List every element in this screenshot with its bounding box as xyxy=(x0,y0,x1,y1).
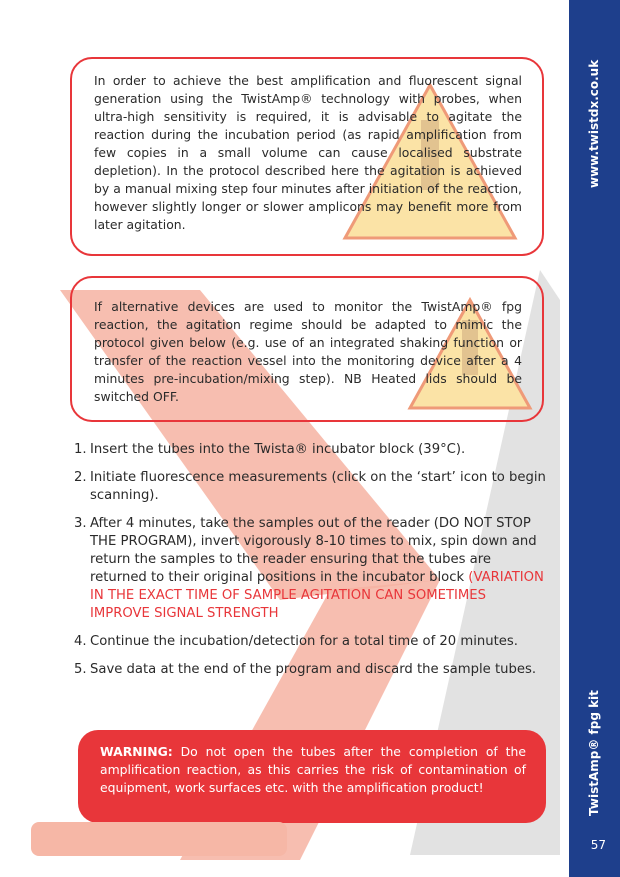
step-number: 2. xyxy=(74,470,87,485)
step-number: 5. xyxy=(74,662,87,677)
step-text: Continue the incubation/detection for a total time of 20 minutes. xyxy=(90,634,518,649)
step-highlight: (VARIATION IN THE EXACT TIME OF SAMPLE AGITATION CAN SOMETIMES IMPROVE SIGNAL STRENGTH xyxy=(90,570,544,621)
page-number: 57 xyxy=(590,838,606,852)
step-text: Initiate fluorescence measurements (click on the ‘start’ icon to begin scanning). xyxy=(90,470,546,503)
step-number: 3. xyxy=(74,516,87,531)
decorative-bar xyxy=(31,822,287,856)
step-item xyxy=(74,661,546,679)
step-number: 4. xyxy=(74,634,87,649)
step-text: Insert the tubes into the Twista® incubator block (39°C). xyxy=(90,442,466,457)
step-text: After 4 minutes, take the samples out of the reader (DO NOT STOP THE PROGRAM), invert vigorously 8-10 times to mix, spin down and return the samples to the reader ensuring that the tubes are returned to their original positions in the incubator block xyxy=(90,516,537,585)
warning-text: Do not open the tubes after the completion of the amplification reaction, as this carries the risk of contamination of equipment, work surfaces etc. with the amplification product! xyxy=(100,744,526,795)
step-item xyxy=(74,441,546,459)
website-link[interactable]: www.twistdx.co.uk xyxy=(587,59,601,188)
step-item xyxy=(74,633,546,651)
kit-label: TwistAmp® fpg kit xyxy=(587,690,601,816)
step-item xyxy=(74,469,546,505)
agitation-note-text: In order to achieve the best amplification and fluorescent signal generation using the TwistAmp® technology with probes, when ultra-high sensitivity is required, it is advisable to agitate the reaction during the incubation period (as rapid amplification from few copies in a small volume can cause localised substrate depletion). In the protocol described here the agitation is achieved by a manual mixing step four minutes after initiation of the reaction, however slightly longer or slower amplicons may benefit more from later agitation. xyxy=(94,73,522,232)
warning-box xyxy=(78,730,546,823)
step-item xyxy=(74,515,546,623)
devices-note-text: If alternative devices are used to monitor the TwistAmp® fpg reaction, the agitation regime should be adapted to mimic the protocol given below (e.g. use of an integrated shaking function or transfer of the reaction vessel into the monitoring device after a 4 minutes pre-incubation/mixing step). NB Heated lids should be switched OFF. xyxy=(94,299,522,404)
protocol-steps xyxy=(74,441,546,689)
step-text: Save data at the end of the program and discard the sample tubes. xyxy=(90,662,537,677)
step-number: 1. xyxy=(74,442,87,457)
warning-label: WARNING: xyxy=(100,744,173,759)
